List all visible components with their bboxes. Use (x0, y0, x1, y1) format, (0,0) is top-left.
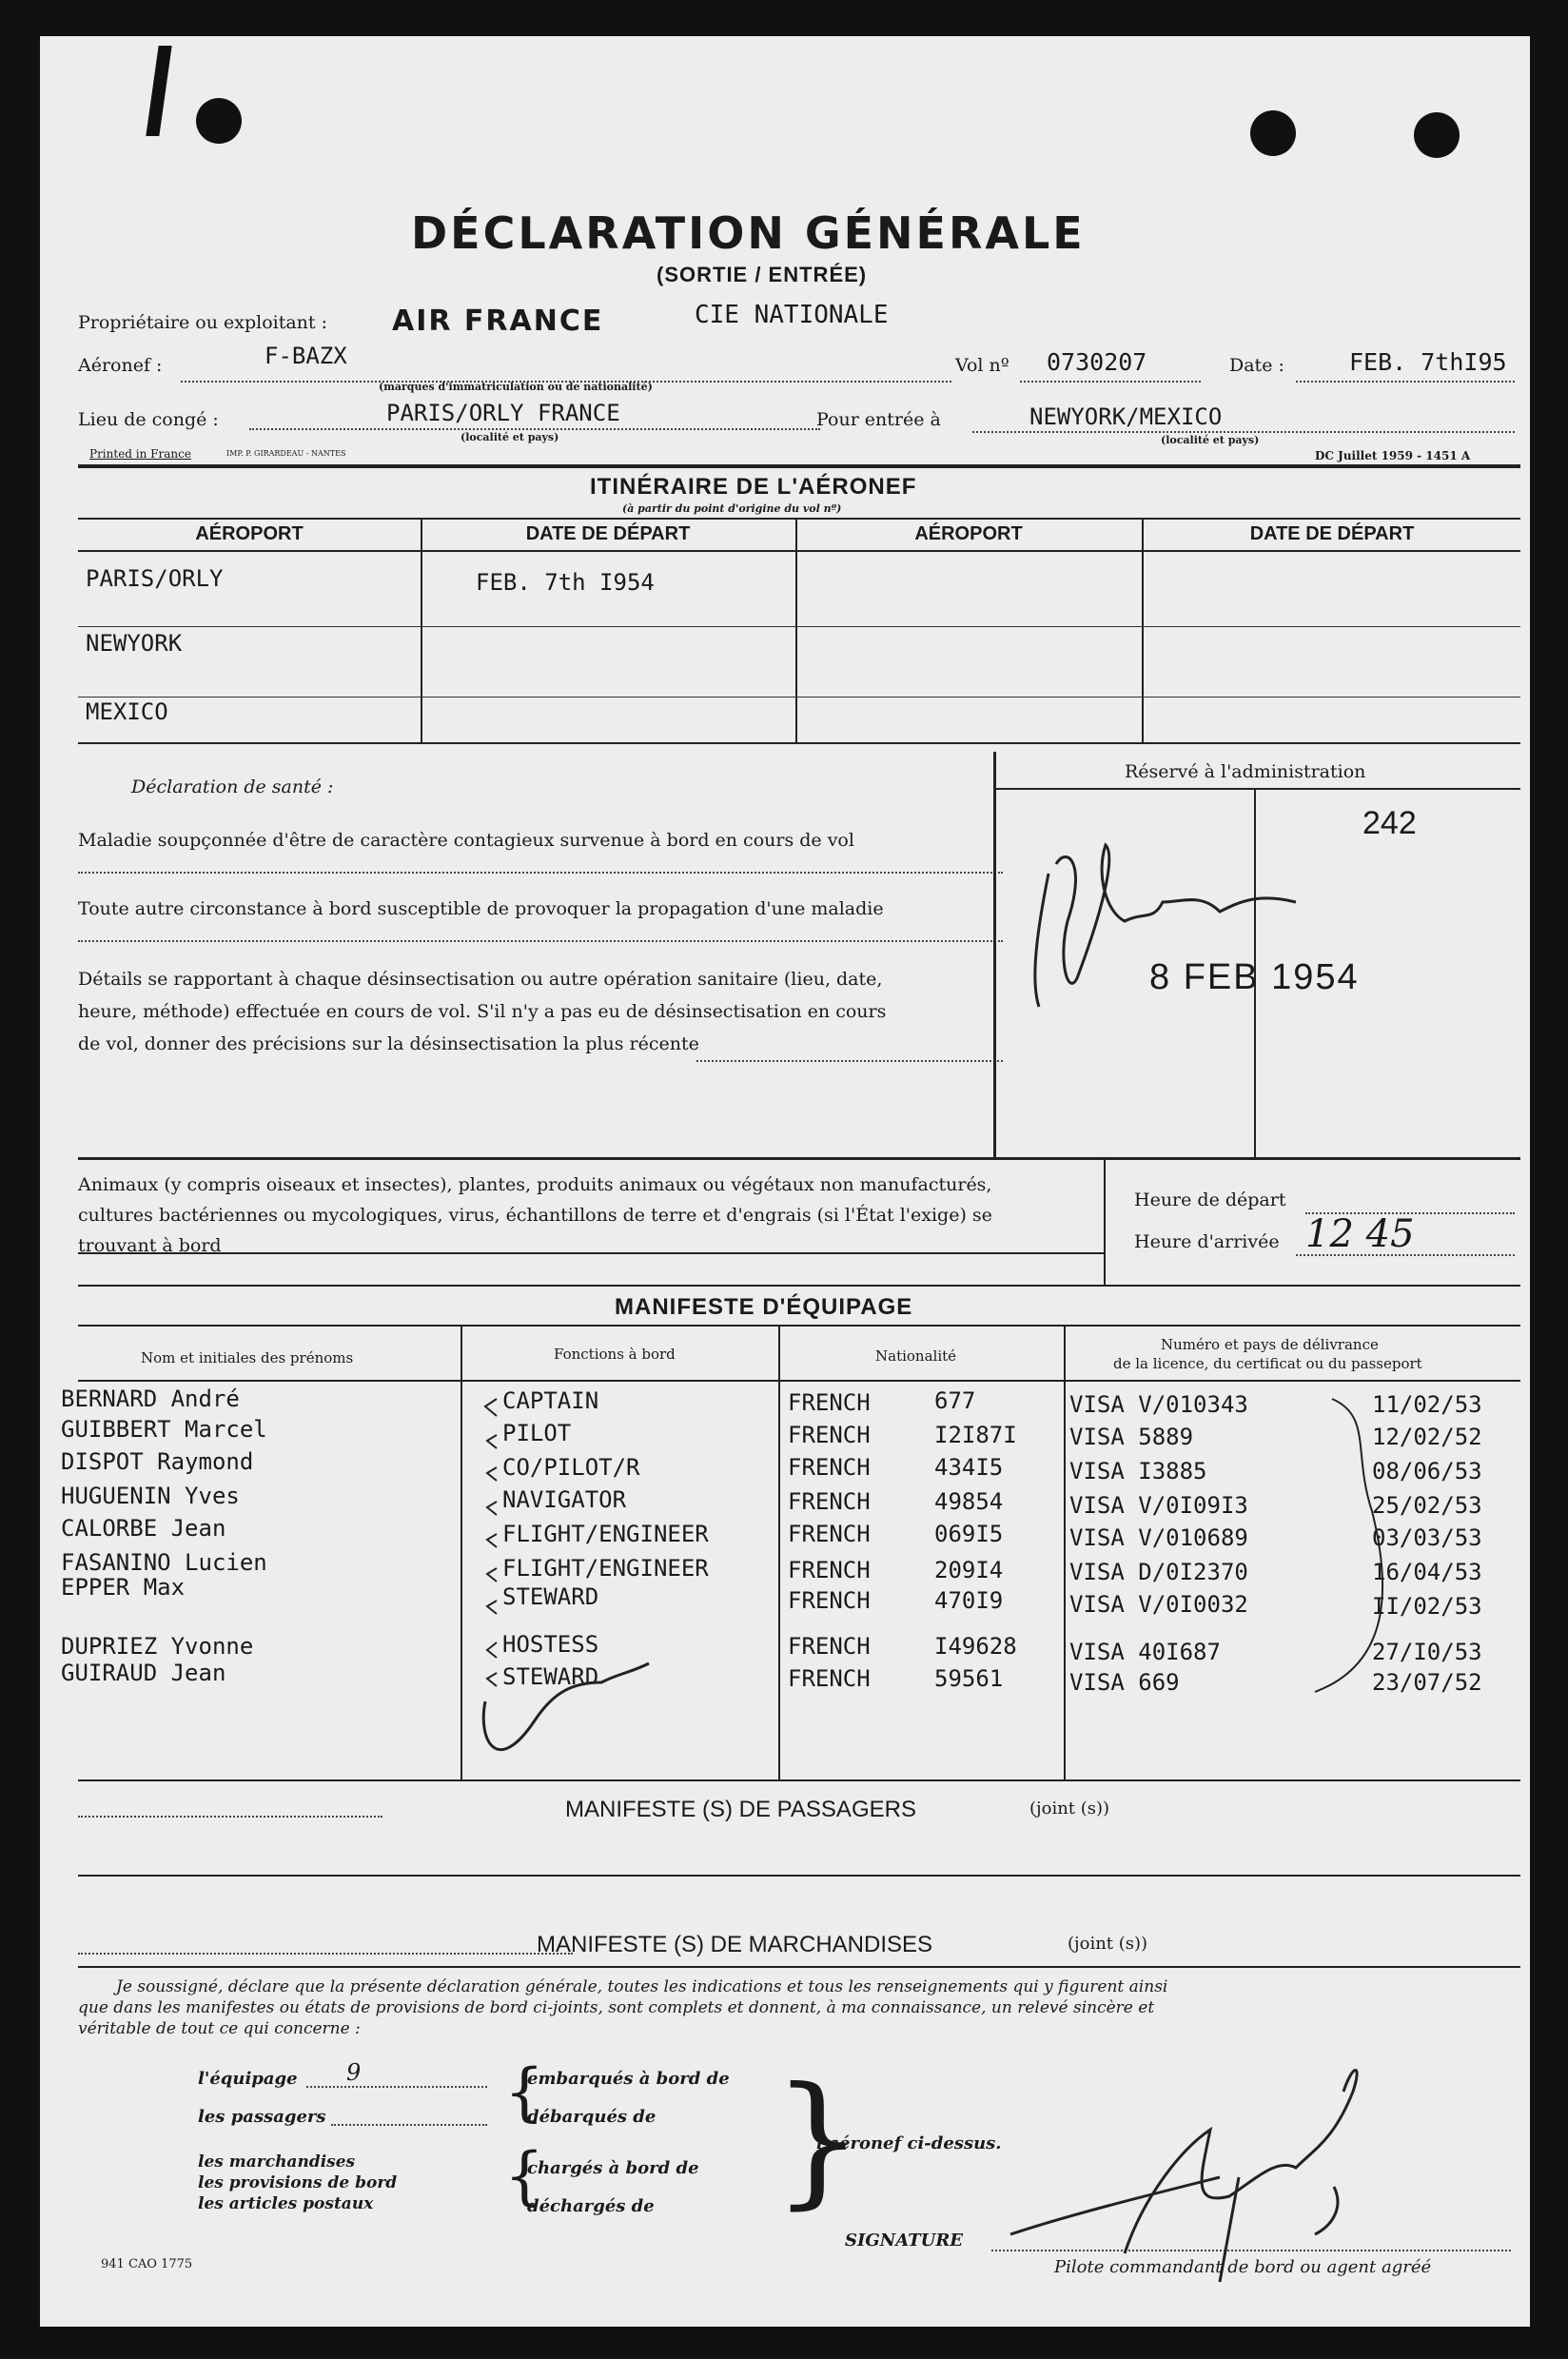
crew-nationality: FRENCH (788, 1422, 871, 1448)
binder-mark (146, 46, 171, 136)
crew-visa: VISA 40I687 (1069, 1639, 1221, 1665)
itinerary-col-airport: AÉROPORT (195, 523, 304, 544)
crew-nationality: FRENCH (788, 1665, 871, 1692)
crew-date: 11/02/53 (1372, 1391, 1482, 1418)
crew-col-nationality: Nationalité (875, 1347, 957, 1365)
itinerary-col-airport2: AÉROPORT (914, 523, 1023, 544)
crew-licnum: 434I5 (934, 1454, 1004, 1481)
decl-prov-label: les provisions de bord (198, 2173, 398, 2192)
crew-nationality: FRENCH (788, 1557, 871, 1583)
passengers-joint: (joint (s)) (1029, 1799, 1110, 1818)
decl-crew-count: 9 (346, 2059, 362, 2086)
flight-value: 0730207 (1047, 348, 1147, 376)
goods-title: MANIFESTE (S) DE MARCHANDISES (537, 1932, 933, 1957)
crew-name: EPPER Max (61, 1574, 186, 1601)
arrive-label: Heure d'arrivée (1134, 1231, 1280, 1252)
health-line2: Toute autre circonstance à bord susceptible de provoquer la propagation d'une maladie (78, 898, 884, 919)
crew-title: MANIFESTE D'ÉQUIPAGE (615, 1294, 913, 1320)
itinerary-airport-2: NEWYORK (86, 630, 183, 657)
crew-date: 08/06/53 (1372, 1458, 1482, 1484)
page-title: DÉCLARATION GÉNÉRALE (411, 207, 1086, 259)
crew-date: 12/02/52 (1372, 1424, 1482, 1450)
crew-col-license-2: de la licence, du certificat ou du passeport (1113, 1355, 1422, 1372)
crew-nationality: FRENCH (788, 1633, 871, 1660)
crew-visa: VISA I3885 (1069, 1458, 1207, 1484)
passengers-title: MANIFESTE (S) DE PASSAGERS (565, 1797, 916, 1822)
crew-licnum: I2I87I (934, 1422, 1017, 1448)
itinerary-col-date: DATE DE DÉPART (525, 523, 691, 544)
itinerary-subtitle: (à partir du point d'origine du vol nº) (622, 502, 842, 515)
aircraft-value: F-BAZX (265, 343, 347, 369)
aircraft-caption: (marques d'immatriculation ou de nationalité) (379, 381, 653, 393)
date-label: Date : (1229, 355, 1284, 376)
decl-crew-label: l'équipage (198, 2069, 298, 2089)
crew-licnum: I49628 (934, 1633, 1017, 1660)
departure-caption: (localité et pays) (461, 431, 559, 443)
departure-value: PARIS/ORLY FRANCE (386, 400, 620, 426)
crew-nationality: FRENCH (788, 1521, 871, 1547)
health-line3b: heure, méthode) effectuée en cours de vol. S'il n'y a pas eu de désinsectisation en cours (78, 1001, 887, 1022)
entry-label: Pour entrée à (816, 409, 941, 430)
punch-hole-right (1250, 110, 1296, 156)
decl-aircraft: l'aéronef ci-dessus. (816, 2133, 1002, 2153)
crew-licnum: 49854 (934, 1488, 1004, 1515)
crew-function: CO/PILOT/R (502, 1454, 640, 1481)
owner-value: AIR FRANCE (392, 305, 604, 338)
crew-name: GUIRAUD Jean (61, 1660, 226, 1686)
decl-pax-label: les passagers (198, 2107, 326, 2127)
crew-licnum: 59561 (934, 1665, 1004, 1692)
depart-label: Heure de départ (1134, 1189, 1286, 1210)
entry-value: NEWYORK/MEXICO (1029, 403, 1223, 430)
punch-hole-right-2 (1414, 112, 1460, 158)
crew-col-function: Fonctions à bord (554, 1346, 676, 1363)
animals-line2: cultures bactériennes ou mycologiques, virus, échantillons de terre et d'engrais (si l'État l'exige) se (78, 1205, 992, 1226)
document-sheet: DÉCLARATION GÉNÉRALE (SORTIE / ENTRÉE) Propriétaire ou exploitant : AIR FRANCE CIE NATIONALE Aéronef : F-BAZX (marques d'immatriculation ou de nationalité) Vol nº 0730207 Date : FEB. 7thI95 Lieu de congé : PARIS/ORLY FRANCE (localité et pays) Pour entrée à NEWYORK/MEXICO (localité et pays) Printed in France IMP. P. GIRARDEAU - NANTES DC Juillet 1959 - 1451 A ITINÉRAIRE DE L'AÉRONEF (à partir du point d'origine du vol nº) AÉROPORT DATE DE DÉPART AÉROPORT DATE DE DÉPART PARIS/ORLY FEB. 7th I954 NEWYORK MEXICO Déclaration de santé : Maladie soupçonnée d'être de caractère contagieux survenue à bord en cours de vol Toute autre circonstance à bord susceptible de provoquer la propagation d'une maladie Détails se rapportant à chaque désinsectisation ou autre opération sanitaire (lieu, date, heure, méthode) effectuée en cours de vol. S'il n'y a pas eu de désinsectisation en cours de vol, donner des précisions sur la désinsectisation la plus récente Réservé à l'administration 242 8 FEB 1954 Animaux (y compris oiseaux et insectes), plantes, produits animaux ou végétaux non manufacturés, cultures bactériennes ou mycologiques, virus, échantillons de terre et d'engrais (si l'État l'exige) se trouvant à bord Heure de départ Heure d'arrivée 12 45 MANIFESTE D'ÉQUIPAGE Nom et initiales des prénoms Fonctions à bord Nationalité Numéro et pays de délivrance de la licence, du certificat ou du passeport BERNARD André CAPTAIN FRENCH 677 VISA V/010343 11/02/53 GUIBBERT Marcel PILOT FRENCH I2I87I VISA 5889 12/02/52 DISPOT Raymond CO/PILOT/R FRENCH 434I5 VISA I3885 08/06/53 HUGUENIN Yves NAVIGATOR FRENCH 49854 VISA V/0I09I3 25/02/53 CALORBE Jean FLIGHT/ENGINEER FRENCH 069I5 VISA V/010689 03/03/53 FASANINO Lucien FLIGHT/ENGINEER FRENCH 209I4 VISA D/0I2370 16/04/53 EPPER Max STEWARD FRENCH 470I9 VISA V/0I0032 II/02/53 DUPRIEZ Yvonne HOSTESS FRENCH I49628 VISA 40I687 27/I0/53 GUIRAUD Jean STEWARD FRENCH 59561 VISA 669 23/07/52 MANIFESTE (S) DE PASSAGERS (joint (s)) MANIFESTE (S) DE MARCHANDISES (joint (s)) Je soussigné, déclare que la présente déclaration générale, toutes les indications et tous les renseignements qui y figurent ainsi que dans les manifestes ou états de provisions de bord ci-joints, sont complets et donnent, à ma connaissance, un relevé sincère et véritable de tout ce qui concerne : l'équipage 9 les passagers les marchandises les provisions de bord les articles postaux embarqués à bord de débarqués de chargés à bord de déchargés de { { } l'aéronef ci-dessus. SIGNATURE Pilote commandant de bord ou agent agréé 941 CAO 1775 (40, 36, 1530, 2327)
owner-label: Propriétaire ou exploitant : (78, 312, 327, 333)
crew-name: HUGUENIN Yves (61, 1483, 240, 1509)
signature-caption: Pilote commandant de bord ou agent agréé (1054, 2257, 1432, 2277)
crew-col-name: Nom et initiales des prénoms (141, 1349, 354, 1366)
crew-visa: VISA D/0I2370 (1069, 1559, 1248, 1585)
crew-date: 16/04/53 (1372, 1559, 1482, 1585)
crew-date: II/02/53 (1372, 1593, 1482, 1620)
crew-visa: VISA V/0I0032 (1069, 1591, 1248, 1618)
decl-emb: embarqués à bord de (527, 2069, 730, 2089)
crew-name: DISPOT Raymond (61, 1448, 254, 1475)
crew-pen-marks (459, 1378, 1410, 1797)
admin-title: Réservé à l'administration (1125, 761, 1366, 782)
admin-signature (1010, 807, 1315, 1035)
crew-licnum: 677 (934, 1387, 976, 1414)
owner-extra: CIE NATIONALE (695, 301, 889, 329)
form-number: 941 CAO 1775 (101, 2257, 193, 2271)
declaration-line3: véritable de tout ce qui concerne : (78, 2019, 361, 2038)
flight-label: Vol nº (955, 355, 1009, 376)
crew-visa: VISA 669 (1069, 1669, 1180, 1696)
crew-function: PILOT (502, 1420, 572, 1446)
crew-nationality: FRENCH (788, 1587, 871, 1614)
crew-function: NAVIGATOR (502, 1486, 627, 1513)
crew-function: CAPTAIN (502, 1387, 599, 1414)
crew-licnum: 069I5 (934, 1521, 1004, 1547)
crew-function: HOSTESS (502, 1631, 599, 1658)
page-subtitle: (SORTIE / ENTRÉE) (657, 263, 868, 286)
itinerary-airport-1: PARIS/ORLY (86, 565, 224, 592)
arrive-value: 12 45 (1305, 1212, 1415, 1256)
crew-name: DUPRIEZ Yvonne (61, 1633, 254, 1660)
form-ref: DC Juillet 1959 - 1451 A (1315, 449, 1471, 462)
crew-visa: VISA V/010343 (1069, 1391, 1248, 1418)
decl-deb: débarqués de (527, 2107, 657, 2127)
admin-stamp-date: 8 FEB 1954 (1149, 957, 1360, 997)
signature-label: SIGNATURE (845, 2231, 963, 2251)
crew-visa: VISA V/0I09I3 (1069, 1492, 1248, 1519)
crew-licnum: 209I4 (934, 1557, 1004, 1583)
crew-date: 03/03/53 (1372, 1524, 1482, 1551)
crew-name: BERNARD André (61, 1386, 240, 1412)
itinerary-col-date2: DATE DE DÉPART (1249, 523, 1415, 544)
crew-visa: VISA 5889 (1069, 1424, 1194, 1450)
admin-number: 242 (1362, 805, 1417, 841)
crew-date: 27/I0/53 (1372, 1639, 1482, 1665)
animals-line3: trouvant à bord (78, 1235, 222, 1256)
crew-visa: VISA V/010689 (1069, 1524, 1248, 1551)
printer-note: IMP. P. GIRARDEAU - NANTES (226, 449, 346, 458)
printed-note: Printed in France (89, 447, 191, 461)
health-title: Déclaration de santé : (131, 777, 334, 797)
animals-line1: Animaux (y compris oiseaux et insectes), plantes, produits animaux ou végétaux non manufacturés, (78, 1174, 992, 1195)
punch-hole-left (196, 98, 242, 144)
decl-mail-label: les articles postaux (198, 2194, 374, 2213)
decl-charg: chargés à bord de (527, 2158, 699, 2178)
entry-caption: (localité et pays) (1161, 434, 1260, 446)
crew-function: STEWARD (502, 1663, 599, 1690)
crew-nationality: FRENCH (788, 1454, 871, 1481)
aircraft-label: Aéronef : (78, 355, 163, 376)
declaration-line2: que dans les manifestes ou états de provisions de bord ci-joints, sont complets et donnent, à ma connaissance, un relevé sincère et (78, 1998, 1155, 2017)
date-value: FEB. 7thI95 (1349, 348, 1507, 376)
crew-name: FASANINO Lucien (61, 1549, 267, 1576)
declaration-line1: Je soussigné, déclare que la présente déclaration générale, toutes les indications et tous les renseignements qui y figurent ainsi (116, 1977, 1168, 1996)
departure-label: Lieu de congé : (78, 409, 219, 430)
crew-nationality: FRENCH (788, 1488, 871, 1515)
health-line1: Maladie soupçonnée d'être de caractère contagieux survenue à bord en cours de vol (78, 830, 854, 851)
crew-date: 23/07/52 (1372, 1669, 1482, 1696)
decl-goods-label: les marchandises (198, 2153, 356, 2172)
captain-signature (991, 2035, 1391, 2301)
crew-nationality: FRENCH (788, 1389, 871, 1416)
health-line3a: Détails se rapportant à chaque désinsectisation ou autre opération sanitaire (lieu, date, (78, 969, 883, 990)
crew-licnum: 470I9 (934, 1587, 1004, 1614)
crew-name: GUIBBERT Marcel (61, 1416, 267, 1443)
itinerary-date-1: FEB. 7th I954 (476, 569, 655, 596)
goods-joint: (joint (s)) (1068, 1934, 1148, 1954)
crew-date: 25/02/53 (1372, 1492, 1482, 1519)
crew-function: STEWARD (502, 1583, 599, 1610)
health-line3c: de vol, donner des précisions sur la désinsectisation la plus récente (78, 1033, 699, 1054)
itinerary-airport-3: MEXICO (86, 698, 168, 725)
crew-function: FLIGHT/ENGINEER (502, 1521, 709, 1547)
decl-dech: déchargés de (527, 2196, 655, 2216)
crew-name: CALORBE Jean (61, 1515, 226, 1542)
crew-function: FLIGHT/ENGINEER (502, 1555, 709, 1582)
itinerary-title: ITINÉRAIRE DE L'AÉRONEF (590, 474, 917, 500)
crew-col-license-1: Numéro et pays de délivrance (1161, 1336, 1379, 1353)
